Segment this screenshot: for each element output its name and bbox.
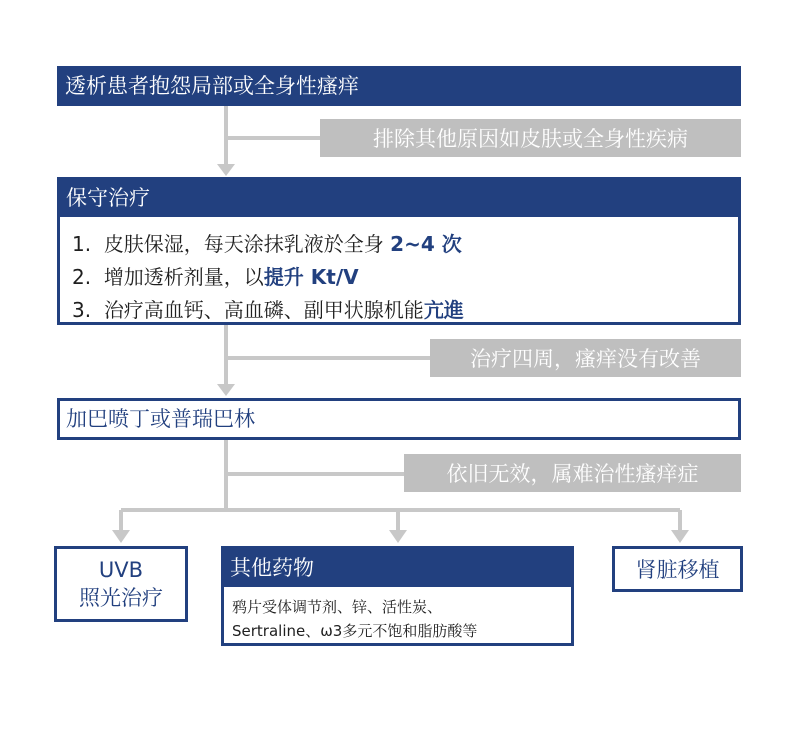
other-drugs-title: 其他药物 (230, 555, 314, 580)
conservative-title: 保守治疗 (66, 186, 150, 210)
step-1-highlight: 2~4 次 (390, 232, 462, 256)
uvb-line-1: UVB (98, 557, 144, 582)
gabapentin-box (57, 398, 741, 440)
step-3-highlight: 亢進 (423, 298, 464, 322)
note-2-text: 治疗四周，瘙痒没有改善 (470, 347, 701, 371)
note-1-text: 排除其他原因如皮肤或全身性疾病 (373, 127, 688, 151)
arrow-head (671, 530, 689, 543)
other-drugs-header (224, 549, 571, 587)
step-2-highlight: 提升 Kt/V (263, 265, 359, 289)
other-drugs-line-1: 鸦片受体调节剂、锌、活性炭、 (232, 598, 443, 616)
conservative-treatment-box (57, 177, 741, 325)
step-2-number: 2. (72, 265, 92, 289)
uvb-box (54, 546, 188, 622)
step-2-text: 增加透析剂量，以 (103, 265, 264, 289)
step-1-number: 1. (72, 232, 92, 256)
note-3-text: 依旧无效，属难治性瘙痒症 (446, 462, 699, 486)
kidney-box-text: 肾脏移植 (635, 558, 720, 582)
step-2 (72, 261, 359, 290)
step-3 (72, 294, 464, 323)
uvb-line-2: 照光治疗 (79, 586, 163, 610)
top-box (57, 66, 741, 106)
note-four-weeks (430, 339, 741, 377)
arrow-head (217, 164, 235, 176)
kidney-transplant-box (612, 546, 743, 592)
other-drugs-line-2: Sertraline、ω3多元不饱和脂肪酸等 (232, 622, 478, 640)
step-3-text: 治疗高血钙、高血磷、副甲状腺机能 (103, 298, 424, 322)
arrow-head (112, 530, 130, 543)
top-box-text: 透析患者抱怨局部或全身性瘙痒 (65, 73, 359, 98)
conservative-header (60, 180, 738, 217)
other-drugs-box (221, 546, 574, 646)
note-exclude-other-causes (320, 119, 741, 157)
drug-box-text: 加巴喷丁或普瑞巴林 (66, 406, 255, 431)
step-1 (72, 228, 462, 257)
step-1-text: 皮肤保湿，每天涂抹乳液於全身 (103, 232, 391, 256)
step-3-number: 3. (72, 298, 92, 322)
arrow-head (217, 384, 235, 396)
note-refractory (404, 454, 741, 492)
arrow-head (389, 530, 407, 543)
